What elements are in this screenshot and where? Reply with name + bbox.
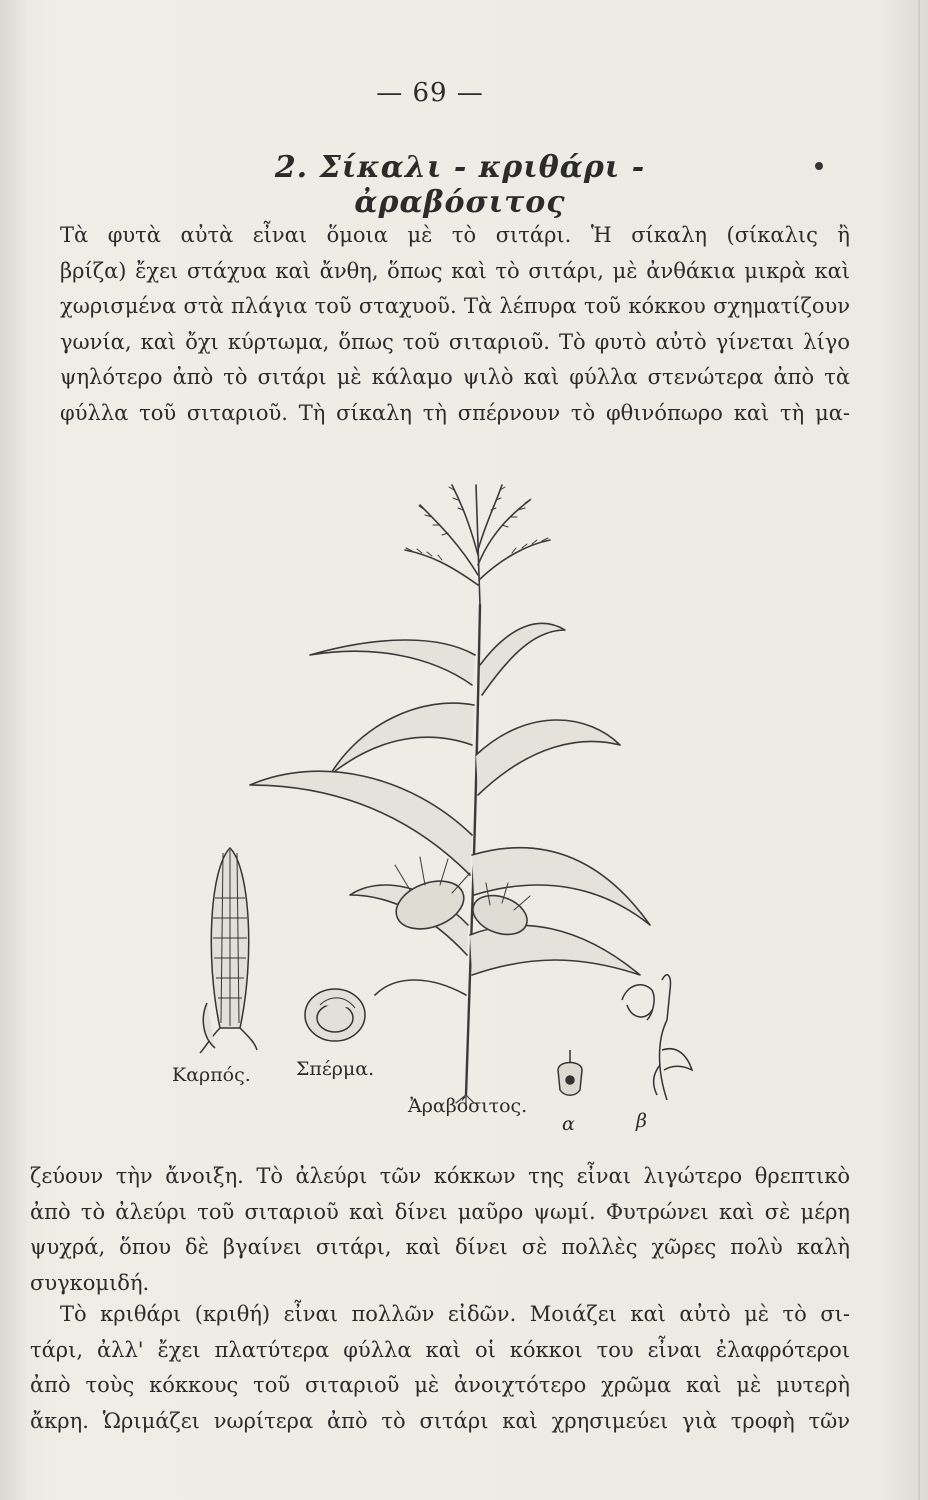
tassel-icon: [405, 485, 550, 605]
text-line: Τὰ φυτὰ αὐτὰ εἶναι ὅμοια μὲ τὸ σιτάρι. Ἡ σίκαλη (σίκαλις ἢ: [60, 223, 850, 247]
text-line: βρίζα) ἔχει στάχυα καὶ ἄνθη, ὅπως καὶ τὸ σιτάρι, μὲ ἀνθάκια μικρὰ καὶ: [60, 258, 850, 283]
label-a: α: [562, 1113, 575, 1135]
text-line: ψυχρά, ὅπου δὲ βγαίνει σιτάρι, καὶ δίνει σὲ πολλὲς χῶρες πολὺ καλὴ: [30, 1235, 850, 1259]
label-b: β: [636, 1110, 647, 1132]
flower-detail-a-illustration: [550, 1045, 590, 1105]
paragraph-rye: [60, 218, 850, 431]
caption-corn: Ἀραβόσιτος.: [408, 1095, 528, 1117]
text-line: ἄκρη. Ὡριμάζει νωρίτερα ἀπὸ τὸ σιτάρι καὶ χρησιμεύει γιὰ τροφὴ τῶν: [30, 1408, 850, 1433]
caption-seed: Σπέρμα.: [296, 1058, 375, 1080]
caption-fruit: Καρπός.: [172, 1064, 251, 1086]
text-line: ἀπὸ τὸ ἀλεύρι τοῦ σιταριοῦ καὶ δίνει μαῦρο ψωμί. Φυτρώνει καὶ σὲ μέρη: [30, 1199, 850, 1224]
text-line: ψηλότερο ἀπὸ τὸ σιτάρι μὲ κάλαμο ψιλὸ καὶ φύλλα στενώτερα ἀπὸ τὰ: [60, 365, 850, 389]
text-line: ζεύουν τὴν ἄνοιξη. Τὸ ἀλεύρι τῶν κόκκων της εἶναι λιγώτερο θρεπτικὸ: [30, 1164, 850, 1188]
text-line: γωνία, καὶ ὄχι κύρτωμα, ὅπως τοῦ σιταριοῦ. Τὸ φυτὸ αὐτὸ γίνεται λίγο: [60, 329, 850, 354]
text-line: ἀπὸ τοὺς κόκκους τοῦ σιταριοῦ μὲ ἀνοιχτότερο χρῶμα καὶ μὲ μυτερὴ: [30, 1373, 850, 1397]
seed-illustration: [300, 980, 370, 1050]
section-title: 2. Σίκαλι - κριθάρι - ἀραβόσιτος: [274, 150, 646, 220]
page-edge: [918, 0, 920, 1500]
text-line: συγκομιδή.: [30, 1270, 150, 1295]
paragraph-barley: [30, 1297, 850, 1439]
text-line: χωρισμένα στὰ πλάγια τοῦ σταχυοῦ. Τὰ λέπυρα τοῦ κόκκου σχηματίζουν: [60, 294, 850, 318]
corn-cob-illustration: [195, 838, 265, 1058]
page-number: — 69 —: [376, 78, 484, 108]
text-line: φύλλα τοῦ σιταριοῦ. Τὴ σίκαλη τὴ σπέρνουν τὸ φθινόπωρο καὶ τὴ μα-: [60, 400, 850, 425]
paragraph-rye-continued: [30, 1159, 850, 1301]
ink-dot: [815, 162, 823, 170]
flower-detail-b-illustration: [612, 960, 702, 1105]
text-line: Τὸ κριθάρι (κριθή) εἶναι πολλῶν εἰδῶν. Μοιάζει καὶ αὐτὸ μὲ τὸ σι-: [60, 1302, 850, 1326]
text-line: τάρι, ἀλλ' ἔχει πλατύτερα φύλλα καὶ οἱ κόκκοι του εἶναι ἐλαφρότεροι: [30, 1337, 850, 1362]
